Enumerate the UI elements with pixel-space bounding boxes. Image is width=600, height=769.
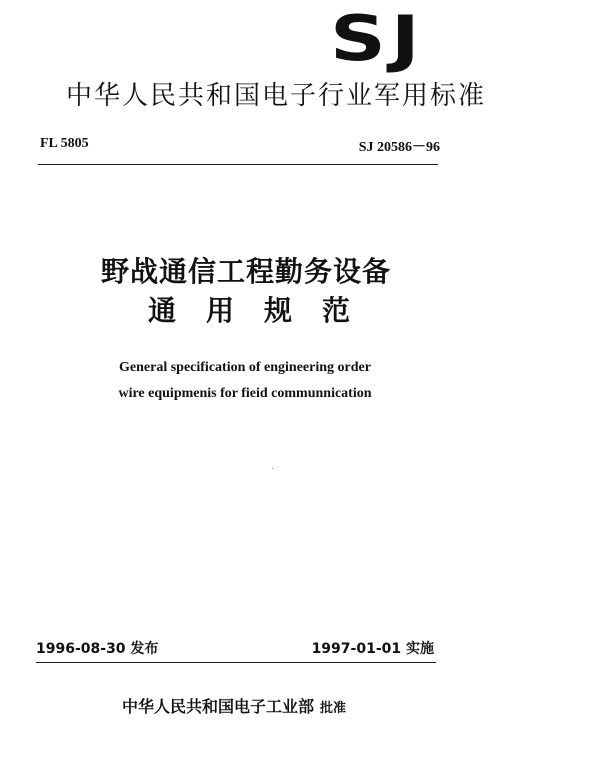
- title-en: [100, 355, 390, 407]
- effective-date: 1997-01-01 实施: [311, 641, 434, 657]
- org-title: 中华人民共和国电子行业军用标准: [66, 81, 487, 111]
- speck: [272, 468, 273, 469]
- footer-divider: [36, 662, 436, 663]
- title-zh-line1: 野战通信工程勤务设备: [101, 255, 392, 288]
- standard-number: SJ 20586－96: [358, 140, 440, 155]
- approver: 中华人民共和国电子工业部: [122, 697, 315, 716]
- title-en-line2: wire equipmenis for fieid communnication: [118, 386, 372, 401]
- issue-date: 1996-08-30 发布: [36, 641, 159, 657]
- classification-code: FL 5805: [40, 136, 89, 151]
- approval-label: 批准: [320, 701, 347, 716]
- title-zh-line2: 通用规范: [148, 294, 381, 327]
- header-divider: [38, 164, 438, 165]
- sj-logo: SJ: [330, 2, 425, 75]
- title-en-line1: General specification of engineering order: [119, 360, 371, 375]
